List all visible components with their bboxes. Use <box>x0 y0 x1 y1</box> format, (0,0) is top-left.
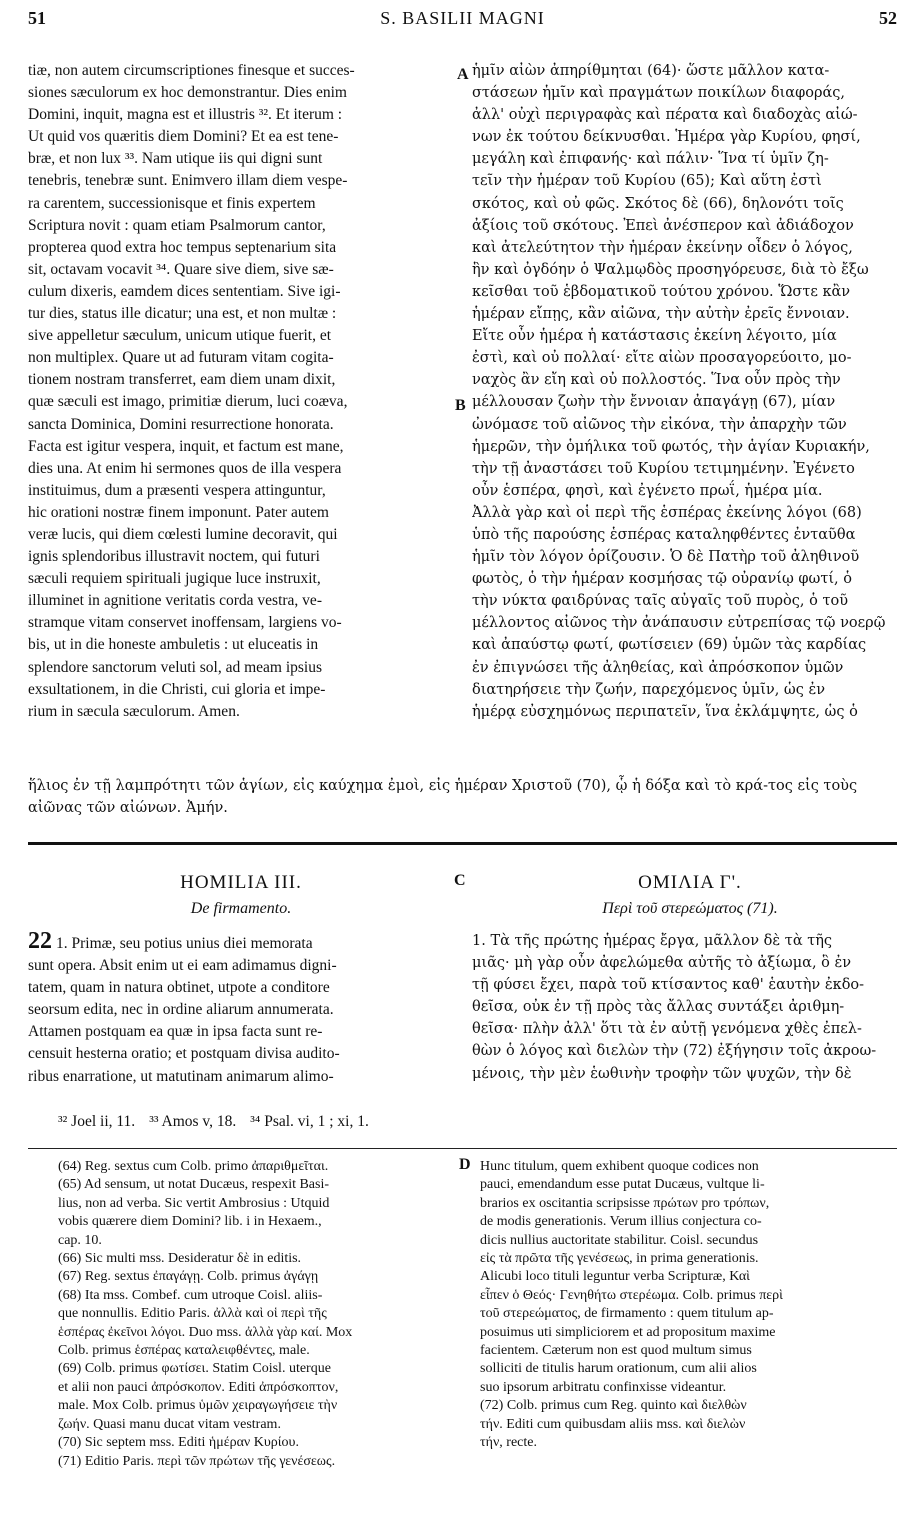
greek-text-line: τος εἰς τοὺς αἰῶνας τῶν αἰώνων. Ἀμήν. <box>28 778 858 816</box>
latin-text-line: propterea quod extra hoc tempus septenarium sita <box>28 238 337 256</box>
latin-text-line: Scriptura novit : quam etiam Psalmorum cantor, <box>28 216 326 234</box>
greek-text-line: μέλλουσαν ζωὴν τὴν ἔννοιαν ἀπαγάγῃ (67), μίαν <box>472 394 836 411</box>
column-number: 22 <box>28 930 52 954</box>
greek-text-line: ἡμῖν αἰὼν ἀπηρίθμηται (64)· ὥστε μᾶλλον κατα- <box>472 63 830 79</box>
greek-text-line: θεῖσα· πλὴν ἀλλ' ὅτι τὰ ἐν αὐτῇ γενόμενα χθὲς ἐπελ- <box>472 1021 862 1038</box>
latin-text-line: sæculi requiem spirituali jugique luce instruxit, <box>28 570 321 588</box>
latin-text-line: rium in sæcula sæculorum. Amen. <box>28 702 240 720</box>
latin-text-line <box>28 930 454 955</box>
footnote-line: (66) Sic multi mss. Desideratur δὲ in editis. <box>58 1251 302 1267</box>
greek-text-line: ἥλιος ἐν τῇ λαμπρότητι τῶν ἁγίων, εἰς καύχημα ἐμοὶ, εἰς ἡμέραν Χριστοῦ (70), ᾧ ἡ δόξα καὶ τὸ κρά- <box>28 778 769 794</box>
homily-greek-text <box>472 930 908 1085</box>
footnote-line: suo ipsorum arbitratu confinxisse videantur. <box>480 1379 727 1395</box>
greek-text-line: τῇ φύσει ἔχει, παρὰ τοῦ κτίσαντος καθ' ἑαυτὴν ἐκδο- <box>472 977 865 994</box>
greek-text-line: ἡμέραν εἴπῃς, κἂν αἰῶνα, τὴν αὐτὴν ἐρεῖς ἔννοιαν. <box>472 306 850 323</box>
latin-text-line: tionem nostram transferret, eam diem unam dixit, <box>28 371 336 389</box>
greek-text-line: τὴν νύκτα φαιδρύνας ταῖς αὐγαῖς τοῦ πυρὸς, ὁ τοῦ <box>472 593 849 610</box>
margin-letter-a: A <box>457 66 469 83</box>
greek-text-line: θὼν ὁ λόγος καὶ διελὼν τὴν (72) ἐξήγησιν τοῖς ἀκροω- <box>472 1043 877 1060</box>
footnote-line: pauci, emendandum esse putat Ducæus, vultque li- <box>480 1177 765 1193</box>
latin-text-line: censuit hesterna oratio; et postquam divisa audito- <box>28 1045 340 1063</box>
latin-text-line: Facta est igitur vespera, inquit, et factum est mane, <box>28 437 344 455</box>
footnote-line: Colb. primus ἑσπέρας καταλειφθέντες, male. <box>58 1343 310 1359</box>
greek-text-line: κεῖσθαι τοῦ ἑβδοματικοῦ τούτου χρόνου. Ὥστε κἂν <box>472 283 851 300</box>
footnote-line: facientem. Cæterum non est quod multum simus <box>480 1343 752 1359</box>
greek-text-line: ὑπὸ τῆς παρούσης ἑσπέρας καταληφθέντες ἐνταῦθα <box>472 526 856 543</box>
greek-text-line: ναχὸς ἂν εἴη καὶ οὐ πολλοστός. Ἵνα οὖν πρὸς τὴν <box>472 372 841 389</box>
footnote-line: brarios ex oscitantia scripsisse πρώτων pro τρόπων, <box>480 1195 770 1211</box>
greek-text-line: σκότος, καὶ οὐ φῶς. Σκότος δὲ (66), δηλονότι τοῖς <box>472 195 844 212</box>
latin-text-line: tenebris, tenebræ sunt. Enimvero illam diem vespe- <box>28 172 348 190</box>
right-page-number: 52 <box>879 8 897 28</box>
greek-text-line: ἣν καὶ ὀγδόην ὁ Ψαλμῳδὸς προσηγόρευσε, διὰ τὸ ἔξω <box>472 261 869 278</box>
footnote-line: Alicubi loco tituli leguntur verba Scripturæ, Καὶ <box>480 1269 750 1285</box>
greek-text-line: ἀλλ' οὐχὶ περιγραφὰς καὶ πέρατα καὶ διαδοχὰς αἰώ- <box>472 107 858 124</box>
latin-text-line: hic orationi nostræ finem imponunt. Pater autem <box>28 503 329 521</box>
latin-text-line: sunt opera. Absit enim ut ei eam adimamus digni- <box>28 957 337 975</box>
footnote-line: (68) Ita mss. Combef. cum utroque Coisl. aliis- <box>58 1287 323 1303</box>
greek-text-line: μιᾶς· μὴ γὰρ οὖν ἀφελώμεθα αὐτῆς τὸ ἀξίωμα, ὃ ἐν <box>472 955 852 972</box>
scripture-references <box>58 1113 383 1131</box>
greek-text-line: μεγάλη καὶ ἐπιφανής· καὶ πάλιν· Ἵνα τί ὑμῖν ζη- <box>472 151 829 168</box>
latin-text-line: Ut quid vos quæritis diem Domini? Et ea est tene- <box>28 128 339 146</box>
greek-text-line: τὴν τῇ ἀναστάσει τοῦ Κυρίου τετιμημένην. Ἐγένετο <box>472 460 855 477</box>
greek-text-line: καὶ ἀτελεύτητον τὴν ἡμέραν ἐκείνην οἶδεν ὁ λόγος, <box>472 239 853 256</box>
footnote-line: τήν. Editi cum quibusdam aliis mss. καὶ διελὼν <box>480 1416 746 1432</box>
margin-letter-b: B <box>455 397 466 414</box>
greek-text-line: Ἀλλὰ γὰρ καὶ οἱ περὶ τῆς ἑσπέρας ἐκείνης λόγοι (68) <box>472 504 862 521</box>
footnote-line: male. Mox Colb. primus ὑμῶν χειραγωγήσειε τὴν <box>58 1398 338 1414</box>
greek-column-top <box>472 60 908 723</box>
footnote-line: τοῦ στερεώματος, de firmamento : quem titulum ap- <box>480 1306 774 1322</box>
footnote-divider <box>28 1148 897 1149</box>
homily-title-latin: HOMILIA III. <box>180 872 302 893</box>
footnote-line: solliciti de titulis harum orationum, cum alii alios <box>480 1361 757 1377</box>
greek-text-line: στάσεων ἡμῖν καὶ πραγμάτων ποικίλων διαφοράς, <box>472 85 845 102</box>
footnote-line: vobis quærere diem Domini? lib. i in Hexaem., <box>58 1214 322 1230</box>
latin-text-line: instituimus, dum a præsenti vespera attinguntur, <box>28 481 326 499</box>
footnote-line: τήν, recte. <box>480 1435 537 1451</box>
footnote-line: Hunc titulum, quem exhibent quoque codices non <box>480 1159 759 1174</box>
left-page-number: 51 <box>28 8 46 28</box>
scripture-reference: ³⁴ Psal. vi, 1 ; xi, 1. <box>250 1113 369 1130</box>
footnote-line: ἑσπέρας ἐκεῖνοι λόγοι. Duo mss. ἀλλὰ γὰρ καί. Mox <box>58 1324 353 1340</box>
latin-text-line: stramque vitam conservet inoffensam, largiens vo- <box>28 614 342 632</box>
latin-text-line: seorsum edita, nec in ordine aliarum annumerata. <box>28 1001 334 1019</box>
latin-text-line: ribus enarratione, ut matutinam animarum alimo- <box>28 1067 334 1085</box>
footnote-line: (71) Editio Paris. περὶ τῶν πρώτων τῆς γενέσεως. <box>58 1453 336 1469</box>
greek-full-width-conclusion <box>28 775 908 819</box>
latin-text-line: tatem, quam in natura obtinet, utpote a conditore <box>28 979 330 997</box>
footnote-line: (65) Ad sensum, ut notat Ducæus, respexit Basi- <box>58 1177 330 1193</box>
footnote-line: de modis generationis. Verum illius conjectura co- <box>480 1214 762 1230</box>
latin-text-line: veræ lucis, qui diem cœlesti lumine decoravit, qui <box>28 525 338 543</box>
greek-text-line: οὖν ἑσπέρα, φησὶ, καὶ ἐγένετο πρωΐ, ἡμέρα μία. <box>472 482 823 499</box>
latin-text-line: Domini, inquit, magna est et illustris ³². Et iterum : <box>28 106 343 124</box>
latin-text-line: bræ, et non lux ³³. Nam utique iis qui digni sunt <box>28 150 323 168</box>
section-divider <box>28 842 897 845</box>
running-title: S. BASILII MAGNI <box>380 8 545 28</box>
homily-latin-text <box>28 930 454 1088</box>
greek-text-line: Εἴτε οὖν ἡμέρα ἡ κατάστασις ἐκείνη λέγοιτο, μία <box>472 328 837 345</box>
latin-text-line: ra carentem, successionisque et finis expertem <box>28 194 316 212</box>
latin-text-line: tur dies, status ille dicatur; una est, et non multæ : <box>28 305 337 323</box>
footnote-line: ζωήν. Quasi manu ducat vitam vestram. <box>58 1416 281 1432</box>
latin-text-line: sit, octavam vocavit ³⁴. Quare sive diem, sive sæ- <box>28 260 334 278</box>
greek-text-line: διατηρήσειε τὴν ζωήν, παρεχόμενος ὑμῖν, ὡς ἐν <box>472 681 826 698</box>
greek-text-line: καὶ ἀπαύστῳ φωτί, φωτίσειεν (69) ὑμῶν τὰς καρδίας <box>472 637 867 654</box>
footnote-line: que nonnullis. Editio Paris. ἀλλὰ καὶ οἱ περὶ τῆς <box>58 1306 327 1322</box>
latin-text-line: bis, ut in die honeste ambuletis : ut eluceatis in <box>28 636 319 654</box>
footnote-line: εἰς τὰ πρῶτα τῆς γενέσεως, in prima generationis. <box>480 1251 759 1267</box>
margin-letter-d: D <box>459 1156 471 1173</box>
footnote-line: et alii non pauci ἀπρόσκοπον. Editi ἀπρόσκοπτον, <box>58 1379 339 1395</box>
latin-text-line: siones sæculorum ex hoc demonstrantur. Dies enim <box>28 84 347 102</box>
latin-text-line: sive appelletur sæculum, unicum utique fuerit, et <box>28 327 332 345</box>
footnote-line: (72) Colb. primus cum Reg. quinto καὶ διελθὼν <box>480 1398 747 1414</box>
greek-text-line: τεῖν τὴν ἡμέραν τοῦ Κυρίου (65); Καὶ αὕτη ἐστὶ <box>472 173 822 190</box>
greek-text-line: ὠνόμασε τοῦ αἰῶνος τὴν εἰκόνα, τὴν ἀπαρχὴν τῶν <box>472 416 847 433</box>
greek-text-line: μένοις, τὴν μὲν ἑωθινὴν τροφὴν τῶν ψυχῶν, τὴν δὲ <box>472 1065 852 1082</box>
footnotes-right <box>480 1158 908 1453</box>
footnote-line: cap. 10. <box>58 1232 102 1248</box>
latin-text-line: splendore sanctorum veluti sol, ad meam ipsius <box>28 658 323 676</box>
greek-text-line: ἡμῖν τὸν λόγον ὁρίζουσιν. Ὁ δὲ Πατὴρ τοῦ ἀληθινοῦ <box>472 549 860 566</box>
homily-subtitle-greek: Περὶ τοῦ στερεώματος (71). <box>602 900 778 917</box>
scripture-reference: ³³ Amos v, 18. <box>149 1113 237 1130</box>
greek-text-line: ἐστὶ, καὶ οὐ πολλαί· εἴτε αἰὼν προσαγορεύοιτο, μο- <box>472 350 852 367</box>
footnote-line: posuimus uti simpliciorem et ad propositum maxime <box>480 1324 776 1340</box>
running-head <box>28 8 897 34</box>
greek-text-line: 1. Τὰ τῆς πρώτης ἡμέρας ἔργα, μᾶλλον δὲ τὰ τῆς <box>472 933 833 949</box>
latin-text-line: quæ sæculi est imago, primitiæ dierum, luci coæva, <box>28 393 348 411</box>
latin-text-line: ignis splendoribus illustravit noctem, qui futuri <box>28 548 320 566</box>
greek-text-line: ἡμερῶν, τὴν ὁμήλικα τοῦ φωτός, τὴν ἁγίαν Κυριακήν, <box>472 438 870 455</box>
latin-text-line: exsultationem, in die Christi, cui gloria et impe- <box>28 680 326 698</box>
latin-text-line: dies una. At enim hi sermones quos de illa vespera <box>28 459 342 477</box>
greek-text-line: ἐν ἐπιγνώσει τῆς ἀληθείας, καὶ ἀπρόσκοπον ὑμῶν <box>472 659 844 676</box>
homily-subtitle-latin: De firmamento. <box>190 900 292 917</box>
greek-text-line: νων ἐκ τούτου δείκνυσθαι. Ἡμέρα γὰρ Κυρίου, φησί, <box>472 129 861 146</box>
greek-text-line: ἀξίοις τοῦ σκότους. Ἐπεὶ ἀνέσπερον καὶ ἀδιάδοχον <box>472 217 854 234</box>
homily-title-greek: ΟΜΙΛΙΑ Γ'. <box>638 872 742 893</box>
latin-text-line: sancta Dominica, Domini resurrectione honorata. <box>28 415 334 433</box>
footnote-line: lius, non ad verba. Sic vertit Ambrosius : Utquid <box>58 1195 330 1211</box>
greek-text-line: θεῖσα, οὐκ ἐν τῇ πρὸς τὰς ἄλλας συντάξει ἀριθμη- <box>472 999 845 1016</box>
latin-text: 1. Primæ, seu potius unius diei memorata <box>56 935 313 952</box>
greek-text-line: ἡμέρᾳ εὐσχημόνως περιπατεῖν, ἵνα ἐκλάμψητε, ὡς ὁ <box>472 703 858 720</box>
latin-column-top <box>28 60 454 723</box>
footnote-line: (64) Reg. sextus cum Colb. primo ἀπαριθμεῖται. <box>58 1159 329 1174</box>
latin-text-line: illuminet in agnitione veritatis corda vestra, ve- <box>28 592 322 610</box>
footnote-line: (67) Reg. sextus ἐπαγάγῃ. Colb. primus ἀγάγῃ <box>58 1269 319 1285</box>
margin-letter-c: C <box>454 872 466 889</box>
latin-text-line: Attamen postquam ea quæ in ipsa facta sunt re- <box>28 1023 323 1041</box>
footnote-line: dicis nullius auctoritate stabilitur. Coisl. secundus <box>480 1232 759 1248</box>
footnote-line: (70) Sic septem mss. Editi ἡμέραν Κυρίου. <box>58 1435 299 1451</box>
scripture-reference: ³² Joel ii, 11. <box>58 1113 136 1130</box>
footnote-line: (69) Colb. primus φωτίσει. Statim Coisl. uterque <box>58 1361 331 1377</box>
footnotes-left <box>58 1158 454 1471</box>
footnote-line: εἶπεν ὁ Θεός· Γενηθήτω στερέωμα. Colb. primus περὶ <box>480 1287 783 1303</box>
latin-text-line: non multiplex. Quare ut ad futuram vitam cogita- <box>28 349 334 367</box>
greek-text-line: φωτὸς, ὁ τὴν ἡμέραν κοσμήσας τῷ οὐρανίῳ φωτί, ὁ <box>472 571 853 588</box>
latin-text-line: tiæ, non autem circumscriptiones finesque et succes- <box>28 62 355 79</box>
latin-text-line: culum dixeris, eamdem dices sententiam. Sive igi- <box>28 282 341 300</box>
greek-text-line: μέλλοντος αἰῶνος τὴν ἀνάπαυσιν εὐτρεπίσας τῷ νοερῷ <box>472 615 886 632</box>
